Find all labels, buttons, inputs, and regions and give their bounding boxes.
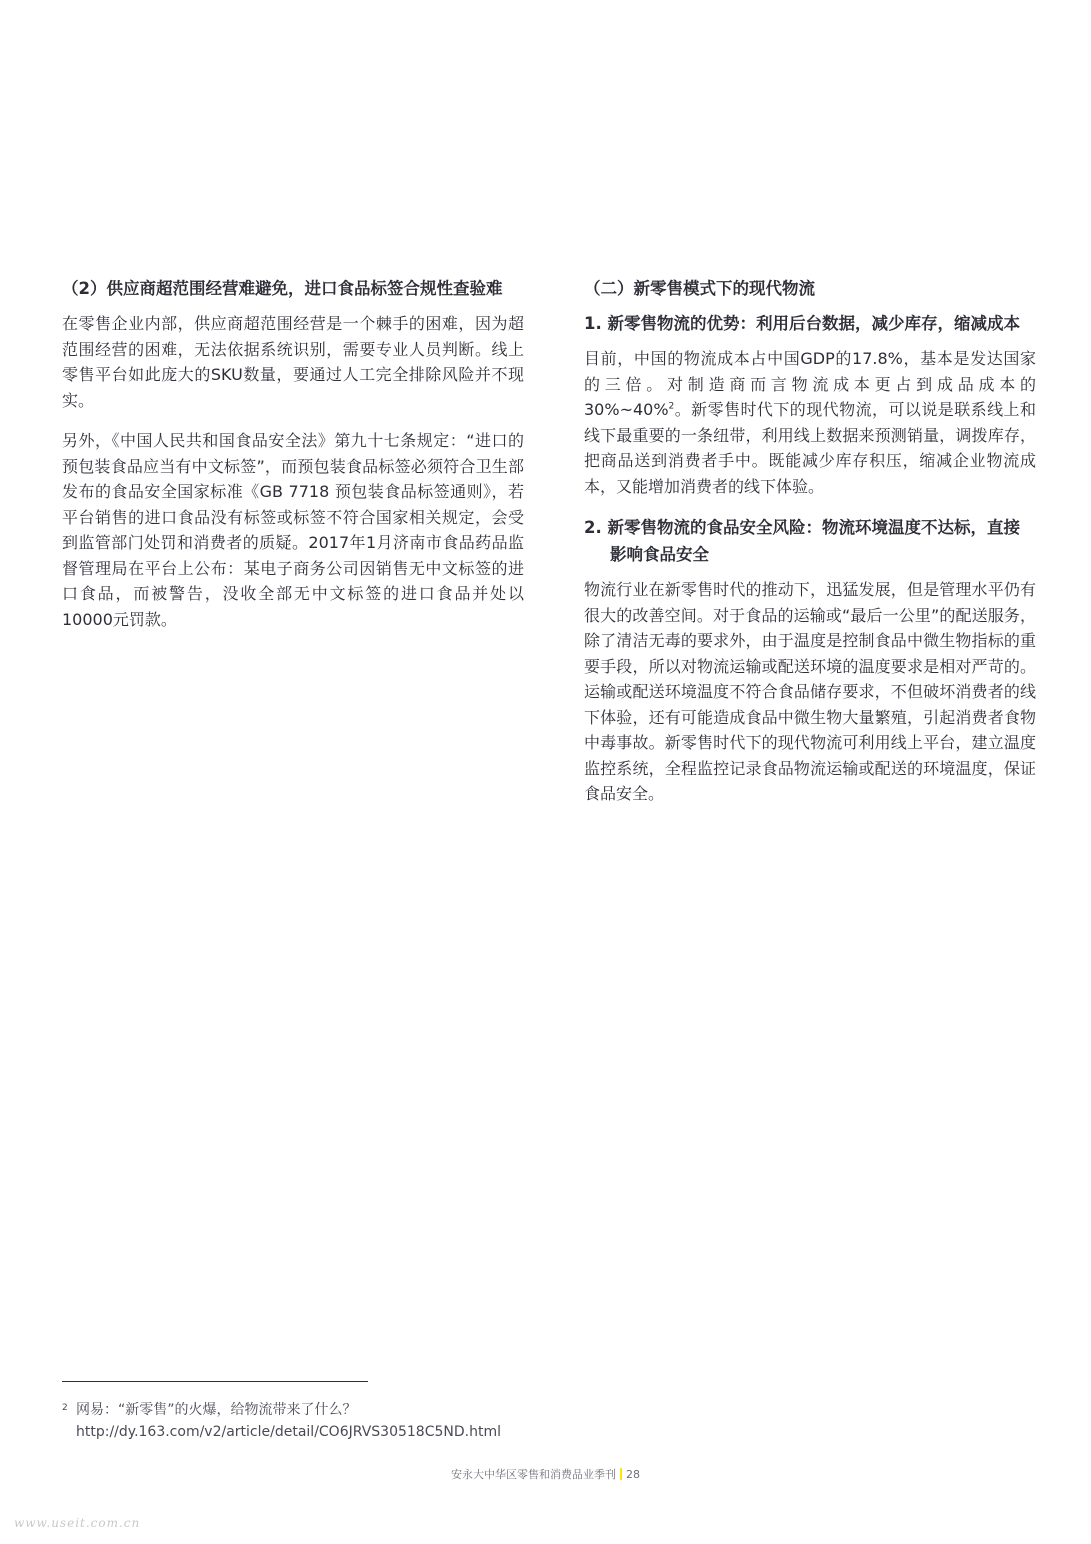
paragraph-logistics-cost <box>584 346 1036 499</box>
page-number: 28 <box>626 1468 640 1481</box>
footnote-url[interactable]: http://dy.163.com/v2/article/detail/CO6JRVS30518C5ND.html <box>76 1424 501 1440</box>
paragraph-logistics-cost-b: 。新零售时代下的现代物流，可以说是联系线上和线下最重要的一条纽带，利用线上数据来预测销量，调拨库存，把商品送到消费者手中。既能减少库存积压，缩减企业物流成本，又能增加消费者的线下体验。 <box>584 400 1036 496</box>
publication-title: 安永大中华区零售和消费品业季刊 <box>451 1468 616 1481</box>
footnote-mark: 2 <box>62 1403 68 1413</box>
subheading-food-safety-risk: 2. 新零售物流的食品安全风险：物流环境温度不达标，直接影响食品安全 <box>584 518 1020 564</box>
footnote-ref[interactable]: 2 <box>668 401 675 412</box>
paragraph-import-label: 另外，《中国人民共和国食品安全法》第九十七条规定：“进口的预包装食品应当有中文标签”，而预包装食品标签必须符合卫生部发布的食品安全国家标准《GB 7718 预包装食品标签通则》，若平台销售的进口食品没有标签或标签不符合国家相关规定，会受到监管部门处罚和消费者的质疑。2017年1月济南市食品药品监督管理局在平台上公布：某电子商务公司因销售无中文标签的进口食品，而被警告，没收全部无中文标签的进口食品并处以10000元罚款。 <box>62 431 524 629</box>
watermark: www.useit.com.cn <box>14 1516 141 1530</box>
paragraph-temperature: 物流行业在新零售时代的推动下，迅猛发展，但是管理水平仍有很大的改善空间。对于食品的运输或“最后一公里”的配送服务，除了清洁无毒的要求外，由于温度是控制食品中微生物指标的重要手段，所以对物流运输或配送环境的温度要求是相对严苛的。运输或配送环境温度不符合食品储存要求，不但破坏消费者的线下体验，还有可能造成食品中微生物大量繁殖，引起消费者食物中毒事故。新零售时代下的现代物流可利用线上平台，建立温度监控系统，全程监控记录食品物流运输或配送的环境温度，保证食品安全。 <box>584 580 1036 803</box>
right-column <box>584 276 1036 822</box>
footnote <box>62 1397 762 1443</box>
footnote-divider <box>62 1381 368 1382</box>
section-heading-logistics: （二）新零售模式下的现代物流 <box>584 279 815 298</box>
section-heading-supplier: （2）供应商超范围经营难避免，进口食品标签合规性查验难 <box>62 279 503 298</box>
footer-accent-bar <box>620 1468 622 1480</box>
page-footer <box>0 1466 1091 1482</box>
paragraph-logistics-cost-a: 目前，中国的物流成本占中国GDP的17.8%，基本是发达国家的三倍。对制造商而言物流成本更占到成品成本的30%~40% <box>584 349 1036 419</box>
subheading-advantage: 1. 新零售物流的优势：利用后台数据，减少库存，缩减成本 <box>584 314 1020 333</box>
footnote-text: 网易：“新零售”的火爆，给物流带来了什么？ <box>76 1402 357 1418</box>
paragraph-supplier-scope: 在零售企业内部，供应商超范围经营是一个棘手的困难，因为超范围经营的困难，无法依据系统识别，需要专业人员判断。线上零售平台如此庞大的SKU数量，要通过人工完全排除风险并不现实。 <box>62 314 524 410</box>
left-column <box>62 276 524 647</box>
